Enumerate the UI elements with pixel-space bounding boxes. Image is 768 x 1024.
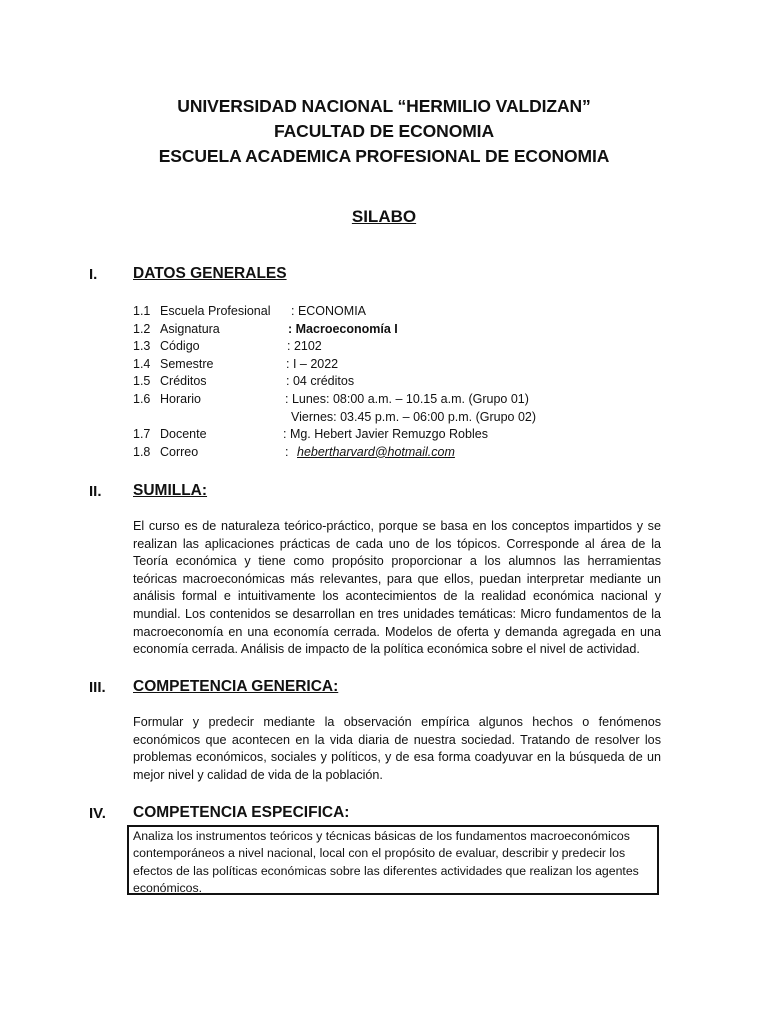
item-value: : ECONOMIA bbox=[291, 304, 367, 318]
item-label: Correo bbox=[160, 444, 199, 459]
list-item bbox=[133, 409, 693, 427]
datos-generales-list bbox=[133, 303, 693, 461]
list-item bbox=[133, 303, 693, 321]
item-value: : Macroeconomía I bbox=[288, 321, 398, 336]
document-header bbox=[0, 94, 768, 169]
section-number: I. bbox=[89, 266, 98, 283]
item-value: : 2102 bbox=[287, 339, 322, 354]
university-name: UNIVERSIDAD NACIONAL “HERMILIO VALDIZAN” bbox=[177, 96, 591, 116]
email-link[interactable]: hebertharvard@hotmail.com bbox=[297, 444, 455, 459]
item-number: 1.6 bbox=[133, 391, 151, 406]
competencia-generica-text: Formular y predecir mediante la observación empírica algunos hechos o fenómenos económicos que acontecen en la vida diaria de nuestra sociedad. Tratando de resolver los problemas económicos, sociales y políticos, y de esa forma coadyuvar en la búsqueda de un mejor nivel y calidad de vida de la población. bbox=[133, 715, 661, 782]
faculty-name: FACULTAD DE ECONOMIA bbox=[274, 121, 494, 141]
section-title: SUMILLA: bbox=[133, 482, 208, 499]
item-number: 1.2 bbox=[133, 321, 151, 336]
school-name: ESCUELA ACADEMICA PROFESIONAL DE ECONOMIA bbox=[158, 146, 610, 166]
item-number: 1.8 bbox=[133, 444, 151, 459]
item-label: Asignatura bbox=[160, 321, 220, 336]
list-item bbox=[133, 356, 693, 374]
section-title: DATOS GENERALES bbox=[133, 265, 287, 282]
item-number: 1.7 bbox=[133, 427, 151, 442]
list-item bbox=[133, 444, 693, 462]
document-title: SILABO bbox=[351, 207, 417, 226]
sumilla-text: El curso es de naturaleza teórico-práctico, porque se basa en los conceptos impartidos y se realizan las aplicaciones prácticas de cada uno de los tópicos. Corresponde al área de la Teoría económica y tiene como propósito proporcionar a los alumnos las herramientas teóricas macroeconómicas más relevantes, para que ellos, puedan interpretar mediante un análisis formal e intuitivamente los acontecimientos de la realidad económica nacional y mundial. Los contenidos se desarrollan en tres unidades temáticas: Micro fundamentos de la macroeconomía en una economía cerrada. Modelos de oferta y demanda agregada en una economía cerrada. Análisis de impacto de la política económica sobre el nivel de actividad. bbox=[133, 519, 661, 657]
section-title: COMPETENCIA ESPECIFICA: bbox=[133, 804, 350, 821]
section-heading-datos-generales bbox=[0, 264, 768, 286]
section-heading-competencia-generica bbox=[0, 677, 768, 699]
item-label: Créditos bbox=[160, 374, 207, 389]
list-item bbox=[133, 338, 693, 356]
section-title: COMPETENCIA GENERICA: bbox=[133, 678, 339, 695]
competencia-especifica-box: Analiza los instrumentos teóricos y técnicas básicas de los fundamentos macroeconómicos contemporáneos a nivel nacional, local con el propósito de evaluar, describir y predecir los efectos de las políticas económicas sobre las diferentes actividades que realizan los agentes económicos. bbox=[127, 825, 659, 895]
item-label: Semestre bbox=[160, 356, 214, 371]
section-heading-sumilla bbox=[0, 481, 768, 503]
item-value: : Mg. Hebert Javier Remuzgo Robles bbox=[283, 427, 488, 442]
section-heading-competencia-especifica bbox=[0, 803, 768, 825]
section-number: IV. bbox=[89, 805, 106, 822]
item-label: Escuela Profesional bbox=[160, 304, 271, 318]
item-value: : Lunes: 08:00 a.m. – 10.15 a.m. (Grupo 01) bbox=[285, 391, 529, 406]
section-number: III. bbox=[89, 679, 106, 696]
item-value: : I – 2022 bbox=[286, 356, 339, 371]
item-number: 1.1 bbox=[133, 304, 151, 318]
list-item bbox=[133, 391, 693, 409]
item-value-prefix: : bbox=[285, 444, 289, 459]
list-item bbox=[133, 373, 693, 391]
list-item bbox=[133, 321, 693, 339]
item-label: Código bbox=[160, 339, 200, 354]
item-label: Horario bbox=[160, 391, 201, 406]
section-number: II. bbox=[89, 483, 102, 500]
item-number: 1.3 bbox=[133, 339, 151, 354]
item-value: : 04 créditos bbox=[286, 374, 355, 389]
list-item bbox=[133, 426, 693, 444]
item-number: 1.5 bbox=[133, 374, 151, 389]
item-value: Viernes: 03.45 p.m. – 06:00 p.m. (Grupo 02) bbox=[291, 409, 537, 424]
item-label: Docente bbox=[160, 427, 207, 442]
item-number: 1.4 bbox=[133, 356, 151, 371]
